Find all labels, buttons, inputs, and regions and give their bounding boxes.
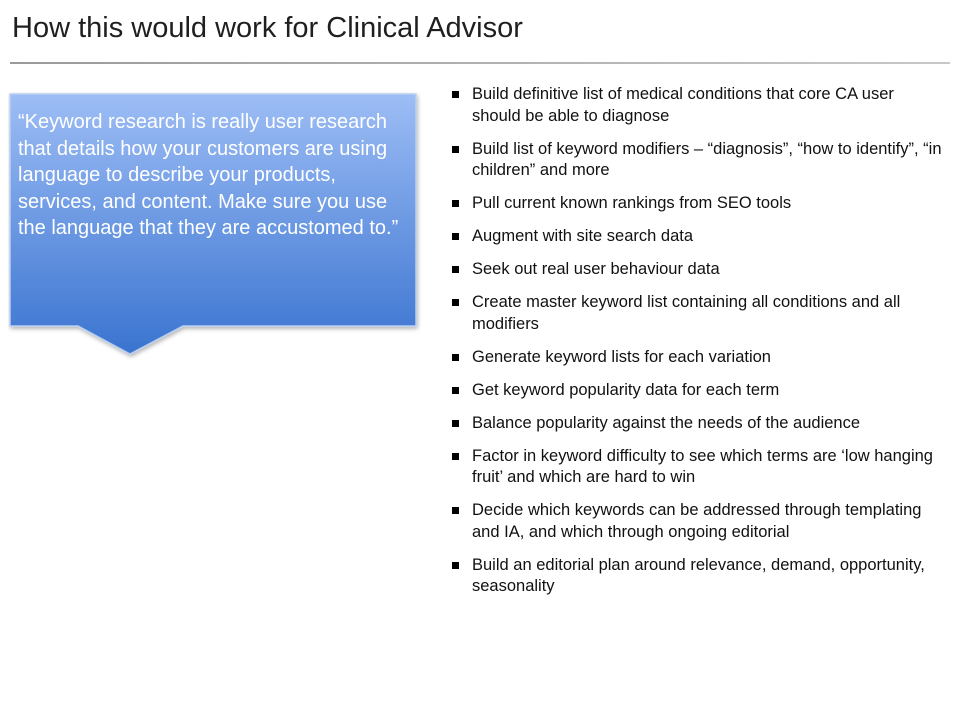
list-item	[452, 193, 942, 215]
title-divider	[10, 62, 950, 64]
list-item-text: Pull current known rankings from SEO tools	[472, 194, 792, 212]
list-item	[452, 226, 942, 248]
list-item-text: Build definitive list of medical conditions that core CA user should be able to diagnose	[472, 85, 894, 125]
list-item	[452, 446, 942, 489]
steps-list	[452, 84, 942, 609]
list-item-text: Build list of keyword modifiers – “diagnosis”, “how to identify”, “in children” and more	[472, 139, 942, 179]
bullet-icon	[452, 146, 459, 153]
bullet-icon	[452, 507, 459, 514]
list-item-text: Seek out real user behaviour data	[472, 260, 720, 278]
bullet-icon	[452, 420, 459, 427]
list-item-text: Generate keyword lists for each variation	[472, 347, 771, 366]
bullet-icon	[452, 233, 459, 240]
bullet-icon	[452, 200, 459, 207]
callout-quote: “Keyword research is really user research that details how your customers are using language to describe your products, services, and content. Make sure you use the language that they are accustomed to.”	[18, 111, 399, 239]
bullet-icon	[452, 299, 459, 306]
list-item-text: Get keyword popularity data for each term	[472, 380, 780, 399]
list-item-text: Augment with site search data	[472, 227, 694, 245]
bullet-icon	[452, 453, 459, 460]
list-item-text: Factor in keyword difficulty to see which terms are ‘low hanging fruit’ and which are hard to win	[472, 446, 933, 486]
list-item	[452, 413, 942, 435]
bullet-icon	[452, 266, 459, 273]
list-item	[452, 259, 942, 281]
list-item-text: Build an editorial plan around relevance, demand, opportunity, seasonality	[472, 555, 925, 595]
quote-callout	[8, 92, 428, 360]
list-item	[452, 347, 942, 369]
slide-title: How this would work for Clinical Advisor	[12, 12, 523, 44]
bullet-icon	[452, 562, 459, 569]
list-item	[452, 500, 942, 543]
list-item	[452, 555, 942, 598]
bullet-icon	[452, 354, 459, 361]
list-item	[452, 84, 942, 127]
list-item	[452, 292, 942, 335]
bullet-icon	[452, 387, 459, 394]
list-item-text: Decide which keywords can be addressed through templating and IA, and which through ongoing editorial	[472, 501, 922, 541]
list-item-text: Balance popularity against the needs of the audience	[472, 413, 861, 432]
list-item-text: Create master keyword list containing all conditions and all modifiers	[472, 293, 901, 333]
bullet-icon	[452, 91, 459, 98]
list-item	[452, 139, 942, 182]
list-item	[452, 380, 942, 402]
